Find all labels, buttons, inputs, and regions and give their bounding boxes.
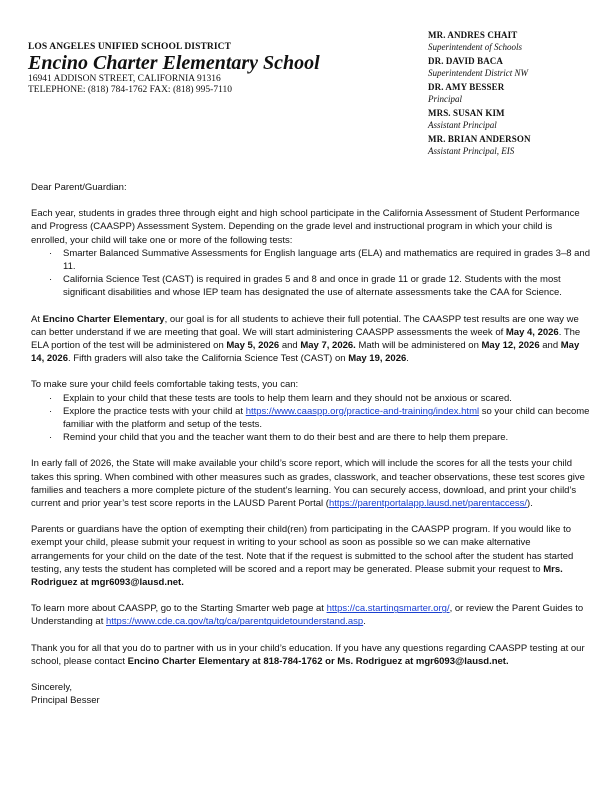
school-highlight: Encino Charter Elementary bbox=[42, 313, 165, 325]
parent-portal-link[interactable]: https://parentportalapp.lausd.net/parentaccess/ bbox=[328, 498, 528, 510]
bullet-icon: · bbox=[49, 432, 53, 444]
staff-name: MR. ANDRES CHAIT bbox=[428, 30, 518, 40]
staff-name: DR. AMY BESSER bbox=[428, 82, 505, 92]
staff-entry bbox=[428, 81, 531, 105]
thanks-paragraph: Thank you for all that you do to partner with us in your child’s education. If you have any questions regarding CAASPP testing at our school, please contact Encino Charter Elementary at 818-784-1762 or Ms. Rodriguez at mgr6093@lausd.net. bbox=[31, 642, 585, 667]
starting-smarter-link[interactable]: https://ca.startingsmarter.org/ bbox=[326, 603, 450, 615]
bullet-icon: · bbox=[49, 247, 53, 259]
resources-paragraph: To learn more about CAASPP, go to the Starting Smarter web page at https://ca.startingsmarter.org/, or review the Parent Guides to Understanding at https://www.cde.ca.gov/ta/tg/ca/parentguidetounderstand.asp. bbox=[31, 603, 584, 628]
intro-paragraph: Each year, students in grades three through eight and high school participate in the California Assessment of Student Performance and Progress (CAASPP) Assessment System. Depending on the grade level and instructional program in which your child is enrolled, your child will take one or more of the following tests: bbox=[31, 208, 580, 246]
staff-name: MR. BRIAN ANDERSON bbox=[428, 134, 531, 144]
signature: Principal Besser bbox=[31, 695, 100, 707]
date-highlight: May 12, 2026 bbox=[481, 340, 540, 352]
date-highlight: May 19, 2026 bbox=[348, 353, 407, 365]
staff-name: DR. DAVID BACA bbox=[428, 56, 503, 66]
test-item: California Science Test (CAST) is required in grades 5 and 8 and once in grade 11 or grade 12. Students with the most significant disabilities and whose IEP team has designated the use of alternate assessments take the CAA for Science. bbox=[63, 274, 562, 299]
tip-item: Explore the practice tests with your child at https://www.caaspp.org/practice-and-training/index.html so your child can become familiar with the platform and setup of the tests. bbox=[63, 405, 590, 431]
staff-title: Principal bbox=[428, 94, 462, 104]
bullet-icon: · bbox=[49, 405, 53, 417]
staff-entry bbox=[428, 133, 531, 157]
bullet-icon: · bbox=[49, 392, 53, 404]
school-phone: TELEPHONE: (818) 784-1762 FAX: (818) 995-7110 bbox=[28, 85, 232, 95]
staff-title: Superintendent of Schools bbox=[428, 42, 522, 52]
closing: Sincerely, bbox=[31, 682, 73, 694]
tip-item: Remind your child that you and the teacher want them to do their best and are there to help them prepare. bbox=[63, 432, 509, 444]
school-name: Encino Charter Elementary School bbox=[28, 52, 320, 74]
contact-highlight: Encino Charter Elementary at 818-784-1762 or Ms. Rodriguez at mgr6093@lausd.net. bbox=[127, 655, 509, 667]
staff-list bbox=[428, 29, 531, 159]
list-item bbox=[49, 247, 591, 273]
staff-entry bbox=[428, 29, 531, 53]
score-report-paragraph: In early fall of 2026, the State will make available your child’s score report, which will include the scores for all the tests your child takes this spring. When combined with other measures such as grades, classwork, and teacher observations, these test scores give families and teachers a more complete picture of the student’s learning. You can securely access, download, and print your child’s current and prior year’s test score reports in the LAUSD Parent Portal (https://parentportalapp.lausd.net/parentaccess/). bbox=[31, 458, 585, 510]
list-item bbox=[49, 431, 591, 444]
practice-test-link[interactable]: https://www.caaspp.org/practice-and-training/index.html bbox=[245, 405, 480, 417]
letter-body bbox=[31, 181, 591, 708]
date-highlight: May 7, 2026. bbox=[300, 340, 356, 352]
exemption-paragraph: Parents or guardians have the option of exempting their child(ren) from participating in the CAASPP program. If you would like to exempt your child, please submit your request in writing to your school as soon as possible so we can make alternative arrangements for your child on the date of the test. Note that if the request is submitted to the school after the student has started testing, any tests the student has completed will be scored and a report may be generated. Please submit your request to Mrs. Rodriguez at mgr6093@lausd.net. bbox=[31, 524, 574, 589]
staff-title: Superintendent District NW bbox=[428, 68, 528, 78]
staff-entry bbox=[428, 55, 531, 79]
letterhead bbox=[28, 42, 320, 96]
list-item bbox=[49, 273, 591, 299]
list-item bbox=[49, 392, 591, 405]
district-name: LOS ANGELES UNIFIED SCHOOL DISTRICT bbox=[28, 42, 232, 52]
school-address: 16941 ADDISON STREET, CALIFORNIA 91316 bbox=[28, 74, 221, 84]
greeting: Dear Parent/Guardian: bbox=[31, 182, 127, 193]
staff-name: MRS. SUSAN KIM bbox=[428, 108, 505, 118]
tips-intro: To make sure your child feels comfortable taking tests, you can: bbox=[31, 379, 299, 391]
contact-highlight: Mrs. Rodriguez at mgr6093@lausd.net. bbox=[31, 563, 563, 589]
parent-guides-link[interactable]: https://www.cde.ca.gov/ta/tg/ca/parentguidetounderstand.asp bbox=[106, 616, 364, 628]
staff-title: Assistant Principal, EIS bbox=[428, 146, 515, 156]
list-item bbox=[49, 405, 591, 431]
staff-title: Assistant Principal bbox=[428, 120, 497, 130]
bullet-icon: · bbox=[49, 274, 53, 286]
staff-entry bbox=[428, 107, 531, 131]
date-highlight: May 4, 2026 bbox=[505, 326, 559, 338]
date-highlight: May 14, 2026 bbox=[31, 340, 580, 365]
test-item: Smarter Balanced Summative Assessments for English language arts (ELA) and mathematics are required in grades 3–8 and 11. bbox=[63, 247, 590, 273]
date-highlight: May 5, 2026 bbox=[226, 340, 280, 352]
tip-item: Explain to your child that these tests are tools to help them learn and they should not be anxious or scared. bbox=[63, 392, 512, 404]
schedule-paragraph: At Encino Charter Elementary, our goal is for all students to achieve their full potential. The CAASPP test results are one way we can better understand if we are meeting that goal. We will start administering CAASPP assessments the week of May 4, 2026. The ELA portion of the test will be administered on May 5, 2026 and May 7, 2026. Math will be administered on May 12, 2026 and May 14, 2026. Fifth graders will also take the California Science Test (CAST) on May 19, 2026. bbox=[31, 313, 581, 365]
